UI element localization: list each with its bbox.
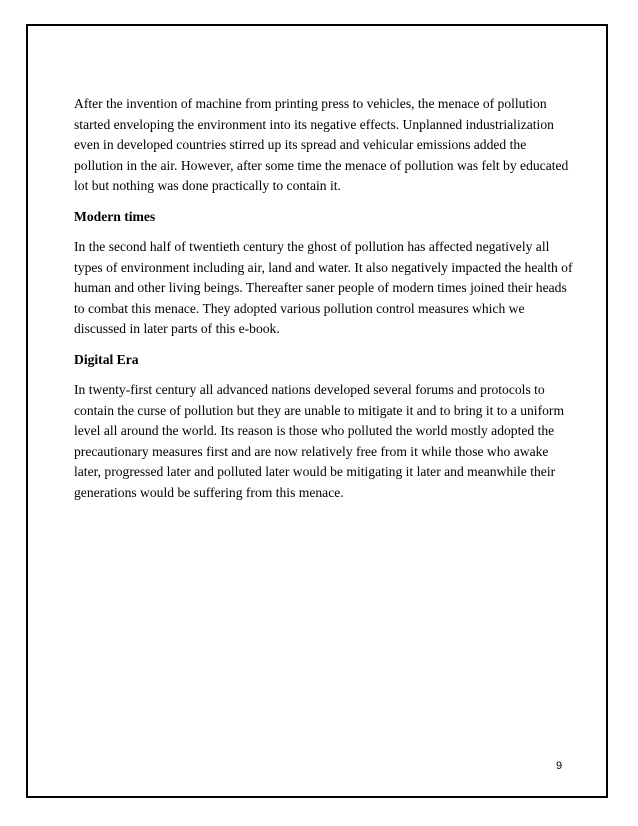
section-body-digital-era: In twenty-first century all advanced nations developed several forums and protocols to contain the curse of pollution but they are unable to mitigate it and to bring it to a uniform level all around the world. Its reason is those who polluted the world mostly adopted the precautionary measures first and are now relatively free from it while those who awake later, progressed later and polluted later would be mitigating it later and meanwhile their generations would be suffering from this menace.: [74, 382, 565, 500]
document-body: [74, 94, 574, 513]
page-number: 9: [556, 760, 563, 772]
section-heading-digital-era: Digital Era: [74, 351, 139, 367]
section-heading-modern-times: Modern times: [74, 208, 156, 224]
section-body-modern-times: In the second half of twentieth century the ghost of pollution has affected negatively all types of environment including air, land and water. It also negatively impacted the health of human and other living beings. Thereafter saner people of modern times joined their heads to combat this menace. They adopted various pollution control measures which we discussed in later parts of this e-book.: [74, 239, 573, 336]
intro-paragraph: After the invention of machine from printing press to vehicles, the menace of pollution started enveloping the environment into its negative effects. Unplanned industrialization even in developed countries stirred up its spread and vehicular emissions added the pollution in the air. However, after some time the menace of pollution was felt by educated lot but nothing was done practically to contain it.: [74, 96, 569, 193]
